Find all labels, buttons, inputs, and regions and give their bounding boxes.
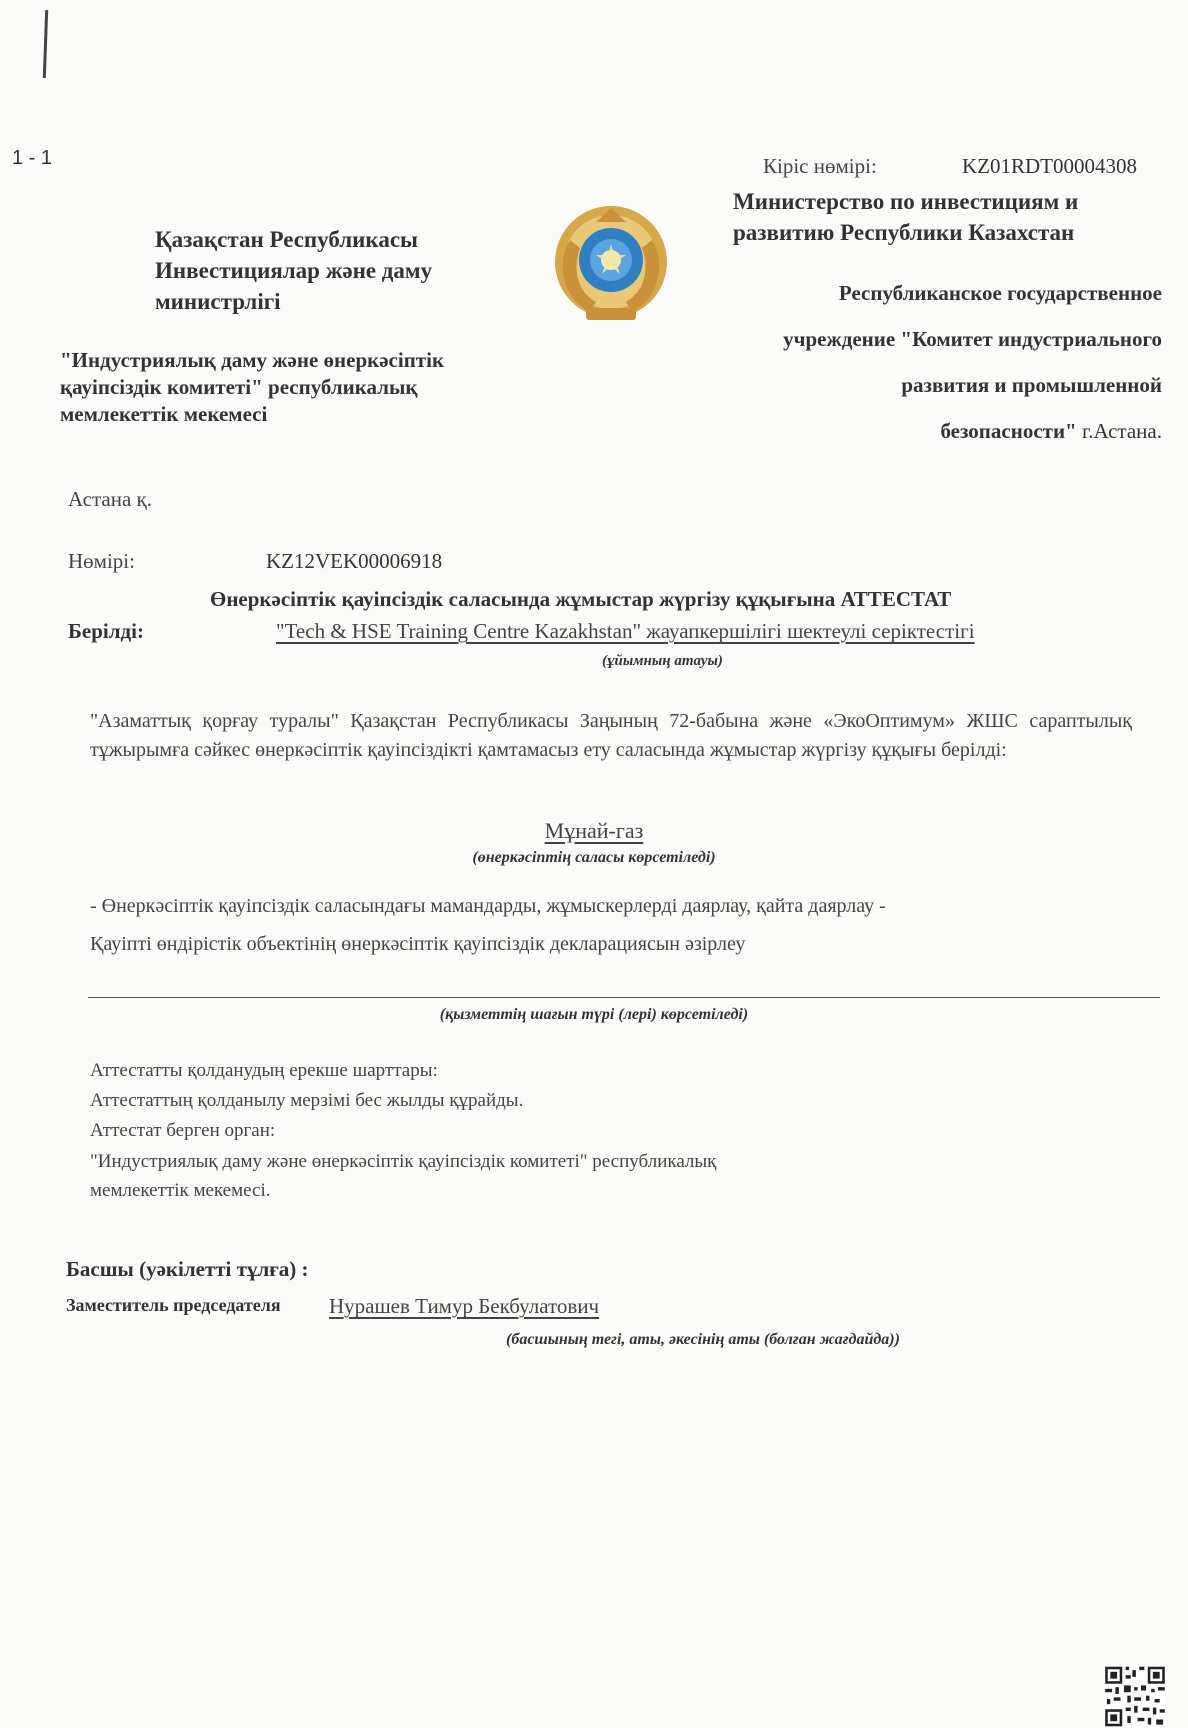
right-committee-line: развития и промышленной [901,373,1162,397]
scan-pen-mark [43,10,48,78]
certificate-number-label: Нөмірі: [68,549,135,573]
issued-to-caption: (ұйымның атауы) [602,653,723,669]
left-ministry-name [155,224,432,317]
right-committee-last-bold: безопасности" [940,419,1077,443]
incoming-number-value: KZ01RDT00004308 [962,154,1137,178]
right-committee-city: г.Астана. [1076,419,1162,443]
left-committee-name [60,347,444,428]
certificate-number-value: KZ12VEK00006918 [266,549,443,573]
head-caption: (басшының тегі, аты, әкесінің аты (болған жағдайда)) [506,1331,900,1348]
activity-item: Қауіпті өндірістік объектінің өнеркәсіптік қауіпсіздік декларациясын әзірлеу [90,933,746,955]
deputy-chairman-label: Заместитель председателя [66,1295,281,1315]
document-title: Өнеркәсіптік қауіпсіздік саласында жұмыстар жүргізу құқығына АТТЕСТАТ [210,587,952,611]
right-committee-line [682,408,1162,454]
left-ministry-line: Инвестициялар және даму [155,258,433,283]
page-marker: 1 - 1 [12,147,53,169]
activity-caption: (қызметтің шағын түрі (лері) көрсетіледі) [439,1006,749,1023]
condition-line: Аттестат берген орган: [90,1120,276,1141]
issued-to-organization: "Tech & HSE Training Centre Kazakhstan" жауапкершілігі шектеулі серіктестігі [276,619,975,643]
qr-code-icon [1098,1665,1172,1728]
right-committee-line: учреждение "Комитет индустриального [783,327,1162,351]
industry-value: Мұнай-газ [544,818,644,843]
right-committee-line: Республиканское государственное [838,281,1162,305]
condition-line: "Индустриялық даму және өнеркәсіптік қауіпсіздік комитеті" республикалық [90,1151,717,1172]
left-ministry-line: Қазақстан Республикасы [155,227,419,252]
activity-divider [88,997,1160,998]
activity-item: - Өнеркәсіптік қауіпсіздік саласындағы мамандарды, жұмыскерлерді даярлау, қайта даярлау - [90,895,886,917]
legal-basis-paragraph: "Азаматтық қорғау туралы" Қазақстан Республикасы Заңының 72-бабына және «ЭкоОптимум» ЖШС сараптылық тұжырымға сәйкес өнеркәсіптік қауіпсіздікті қамтамасыз ету саласында жұмыстар жүргізу құқығы берілді: [90,710,1132,761]
condition-line: мемлекеттік мекемесі. [90,1180,271,1201]
deputy-chairman-name: Нурашев Тимур Бекбулатович [329,1294,600,1318]
industry-line [0,818,1188,844]
condition-line: Аттестаттың қолданылу мерзімі бес жылды құрайды. [90,1090,524,1111]
right-ministry-name [733,186,1078,248]
issued-to-label: Берілді: [68,619,144,643]
condition-line: Аттестатты қолданудың ерекше шарттары: [90,1060,438,1081]
industry-caption: (өнеркәсіптің саласы көрсетіледі) [472,849,716,866]
issue-city: Астана қ. [68,487,152,511]
right-committee-name [682,270,1162,454]
left-committee-line: мемлекеттік мекемесі [60,402,268,426]
left-ministry-line: министрлігі [155,289,281,314]
left-committee-line: "Индустриялық даму және өнеркәсіптік [60,348,445,372]
head-label: Басшы (уәкілетті тұлға) : [66,1257,309,1281]
right-ministry-line: развитию Республики Казахстан [733,220,1075,245]
right-ministry-line: Министерство по инвестициям и [733,189,1079,214]
left-committee-line: қауіпсіздік комитеті" республикалық [60,375,418,399]
state-emblem-icon [548,200,674,330]
incoming-number-label: Кіріс нөмірі: [763,154,877,178]
